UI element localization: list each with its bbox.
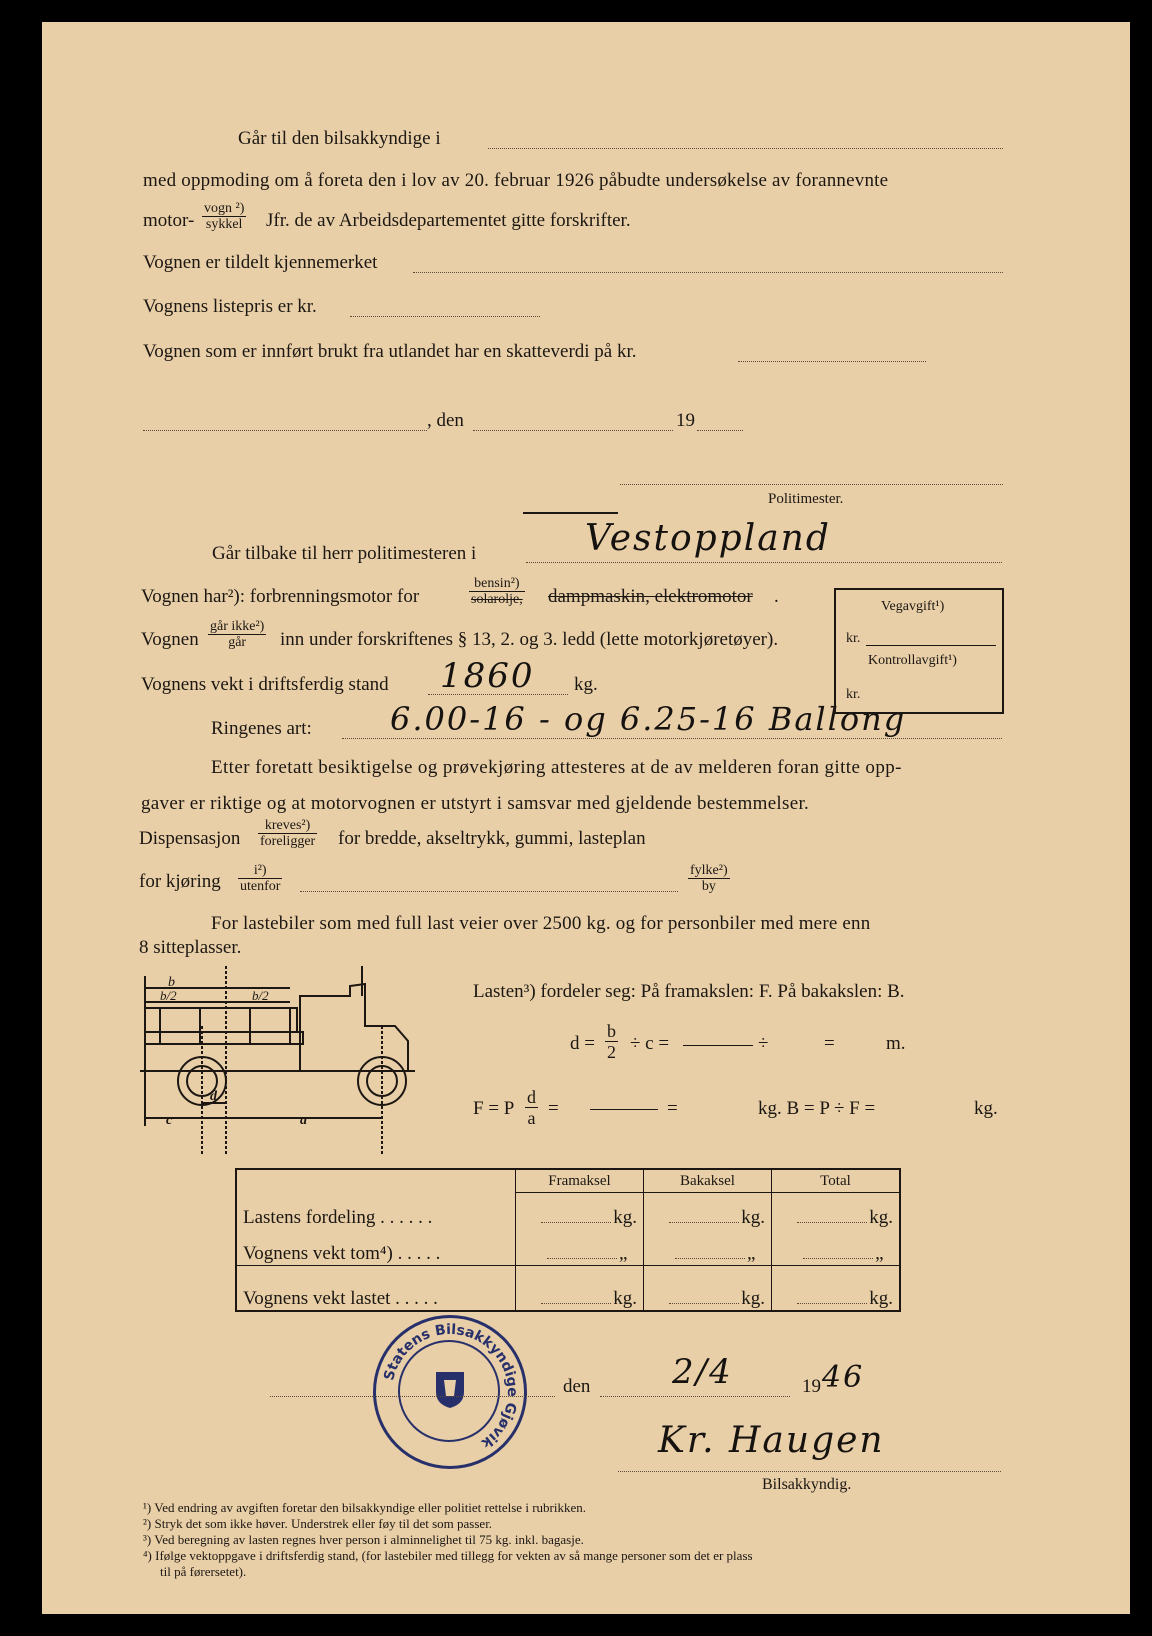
label-skatteverdi: Vognen som er innført brukt fra utlandet har en skatteverdi på kr.	[143, 341, 637, 362]
label-b: b	[168, 975, 175, 990]
fraction-top: vogn ²)	[204, 201, 245, 216]
cell-bakaksel[interactable]	[643, 1229, 771, 1266]
fraction-b-over-2	[605, 1021, 618, 1062]
label-year-19: 19	[676, 410, 695, 431]
field-kjoring-area[interactable]	[300, 891, 678, 892]
field-signoff-date[interactable]	[600, 1396, 790, 1397]
fraction-top: d	[527, 1087, 536, 1107]
ditto-mark: „	[619, 1243, 628, 1264]
table-header-total: Total	[771, 1169, 900, 1193]
row-label-vekt-tom: Vognens vekt tom⁴) . . . . .	[236, 1229, 516, 1266]
truck-cab	[300, 984, 408, 1071]
label-vognen: Vognen	[141, 629, 199, 650]
fraction-fylke-by	[688, 863, 730, 894]
line-gaar-til: Går til den bilsakkyndige i	[238, 128, 441, 149]
handwritten-vekt: 1860	[440, 656, 535, 696]
field-bilsakkyndige-place[interactable]	[488, 148, 1003, 149]
cell-framaksel[interactable]	[516, 1266, 644, 1312]
fraction-gaar-ikke	[208, 619, 266, 650]
formula-f-eq1: =	[548, 1098, 559, 1119]
unit-kg: kg.	[869, 1207, 893, 1228]
label-kontrollavgift: Kontrollavgift¹)	[868, 653, 957, 668]
line-oppmoding: med oppmoding om å foreta den i lov av 20. februar 1926 påbudte undersøkelse av forannevnte	[143, 170, 889, 191]
cell-total[interactable]	[771, 1193, 900, 1230]
formula-d-blank[interactable]	[683, 1045, 753, 1046]
label-dispensasjon: Dispensasjon	[139, 828, 241, 849]
cell-framaksel[interactable]	[516, 1193, 644, 1230]
cell-total[interactable]	[771, 1266, 900, 1312]
text-attest-1: Etter foretatt besiktigelse og prøvekjøring attesteres at de av melderen foran gitte opp-	[211, 757, 902, 778]
footnote-2: ²) Stryk det som ikke høver. Understrek eller føy til det som passer.	[143, 1516, 493, 1531]
fraction-i-utenfor	[238, 863, 282, 894]
label-ringenes-art: Ringenes art:	[211, 718, 312, 739]
text-attest-2: gaver er riktige og at motorvognen er utstyrt i samsvar med gjeldende bestemmelser.	[141, 793, 810, 814]
line-jfr: Jfr. de av Arbeidsdepartementet gitte forskrifter.	[266, 210, 631, 231]
fraction-top: bensin²)	[469, 576, 525, 592]
label-vegavgift: Vegavgift¹)	[881, 599, 945, 614]
field-vegavgift[interactable]	[866, 645, 996, 646]
label-vognen-har: Vognen har²): forbrenningsmotor for	[141, 586, 420, 607]
label-d: d	[210, 1089, 217, 1104]
label-signoff-19: 19	[802, 1376, 821, 1397]
label-vekt-unit: kg.	[574, 674, 598, 695]
formula-f-unit2: kg.	[974, 1098, 998, 1119]
fraction-top: b	[607, 1021, 616, 1041]
field-signoff-place[interactable]	[270, 1396, 555, 1397]
table-row	[236, 1229, 900, 1266]
unit-kg: kg.	[613, 1288, 637, 1309]
svg-text:Statens Bilsakkyndige Gjøvik	[381, 1322, 520, 1452]
label-forskrift: inn under forskriftenes § 13, 2. og 3. ledd (lette motorkjøretøyer).	[280, 629, 779, 650]
truck-axle-diagram	[140, 966, 438, 1158]
label-a: a	[300, 1113, 307, 1128]
footnote-4: ⁴) Ifølge vektoppgave i driftsferdig stand, (for lastebiler med tillegg for vekten av så mange personer som det er plass	[143, 1548, 753, 1563]
label-gaar-tilbake: Går tilbake til herr politimesteren i	[212, 543, 477, 564]
label-dispensasjon-suffix: for bredde, akseltrykk, gummi, lasteplan	[338, 828, 646, 849]
handwritten-ringenes: 6.00-16 - og 6.25-16 Ballong	[390, 700, 907, 738]
table-header-row	[236, 1169, 900, 1193]
fraction-bottom: foreligger	[260, 834, 316, 849]
fraction-bottom: går	[228, 635, 247, 650]
ditto-mark: „	[875, 1243, 884, 1264]
fraction-top: går ikke²)	[210, 619, 265, 634]
formula-f-prefix: F = P	[473, 1098, 515, 1119]
label-listepris: Vognens listepris er kr.	[143, 296, 317, 317]
table-row	[236, 1193, 900, 1230]
footnote-3: ³) Ved beregning av lasten regnes hver person i alminnelighet til 75 kg. inkl. bagasje.	[143, 1532, 584, 1547]
fee-box	[834, 588, 1004, 714]
label-b-half-2: b/2	[252, 988, 269, 1003]
line-motor-prefix: motor-	[143, 210, 195, 231]
text-lastebiler-1: For lastebiler som med full last veier over 2500 kg. og for personbiler med mere enn	[211, 913, 871, 934]
row-label-lastens-fordeling: Lastens fordeling . . . . . .	[243, 1207, 433, 1228]
field-date[interactable]	[473, 430, 673, 431]
truck-bed-lower	[145, 1032, 303, 1044]
field-bilsakkyndig-signature[interactable]	[618, 1471, 1001, 1472]
label-kr-kontroll: kr.	[846, 687, 861, 702]
unit-kg: kg.	[613, 1207, 637, 1228]
formula-d-rest: ÷ c =	[630, 1033, 670, 1054]
fraction-bottom: a	[527, 1108, 536, 1128]
fraction-kreves	[258, 818, 317, 849]
fraction-bottom: solarolje,	[471, 592, 523, 607]
stamp-text: Statens Bilsakkyndige Gjøvik	[381, 1321, 521, 1452]
footnote-4-cont: til på førersetet).	[160, 1564, 247, 1579]
label-signoff-den: den	[563, 1376, 591, 1397]
handwritten-year: 46	[822, 1360, 865, 1395]
label-bilsakkyndig: Bilsakkyndig.	[762, 1476, 852, 1493]
truck-bed	[145, 1008, 297, 1032]
field-politimester-place[interactable]	[526, 562, 1002, 563]
stamp-text-ring	[376, 1318, 524, 1466]
period: .	[774, 586, 779, 607]
unit-kg: kg.	[741, 1288, 765, 1309]
fraction-bottom: utenfor	[240, 879, 281, 894]
row-label-vekt-lastet: Vognens vekt lastet . . . . .	[236, 1266, 516, 1312]
fraction-bottom: sykkel	[205, 217, 243, 232]
formula-f-eq2: =	[667, 1098, 678, 1119]
fraction-bottom: 2	[607, 1042, 616, 1062]
fraction-top: i²)	[238, 863, 282, 879]
handwritten-vestoppland: Vestoppland	[585, 518, 831, 559]
unit-kg: kg.	[869, 1288, 893, 1309]
footnote-1: ¹) Ved endring av avgiften foretar den bilsakkyndige eller politiet rettelse i rubrikken.	[143, 1500, 586, 1515]
fraction-bensin-solarolje	[469, 576, 525, 607]
field-year[interactable]	[697, 430, 743, 431]
handwritten-signature: Kr. Haugen	[658, 1420, 885, 1461]
cell-framaksel[interactable]	[516, 1229, 644, 1266]
field-listepris[interactable]	[350, 316, 540, 317]
text-lasten-fordeler: Lasten³) fordeler seg: På framakslen: F. På bakakslen: B.	[473, 981, 905, 1002]
label-kjennemerke: Vognen er tildelt kjennemerket	[143, 252, 378, 273]
table-header-blank	[236, 1169, 516, 1193]
label-kjoring: for kjøring	[139, 871, 221, 892]
field-ringenes-art[interactable]	[342, 738, 1002, 739]
label-b-half-1: b/2	[160, 988, 177, 1003]
ditto-mark: „	[747, 1243, 756, 1264]
load-distribution-table	[235, 1168, 901, 1312]
formula-f-blank[interactable]	[590, 1109, 658, 1110]
label-den: , den	[427, 410, 464, 431]
unit-kg: kg.	[741, 1207, 765, 1228]
label-politimester: Politimester.	[768, 491, 844, 507]
cell-total[interactable]	[771, 1229, 900, 1266]
table-row	[236, 1266, 900, 1312]
label-kr-vegavgift: kr.	[846, 631, 861, 646]
section-divider	[523, 512, 618, 514]
table-header-bakaksel: Bakaksel	[643, 1169, 771, 1193]
field-politimester-signature[interactable]	[620, 484, 1003, 485]
fraction-top: fylke²)	[690, 863, 728, 878]
formula-d-minus: ÷	[758, 1033, 769, 1054]
struck-motor-types: dampmaskin, elektromotor	[548, 586, 753, 607]
formula-d-equals: =	[824, 1033, 835, 1054]
text-lastebiler-2: 8 sitteplasser.	[139, 937, 242, 958]
fraction-vogn-sykkel	[202, 201, 246, 232]
table-header-framaksel: Framaksel	[516, 1169, 644, 1193]
handwritten-date: 2/4	[672, 1352, 733, 1392]
formula-f-unit: kg. B = P ÷ F =	[758, 1098, 876, 1119]
formula-d-unit: m.	[886, 1033, 906, 1054]
cell-bakaksel[interactable]	[643, 1193, 771, 1230]
official-stamp	[373, 1315, 527, 1469]
fraction-bottom: by	[701, 879, 716, 894]
label-c: c	[166, 1113, 173, 1128]
field-skatteverdi[interactable]	[738, 361, 926, 362]
formula-d-prefix: d =	[570, 1033, 595, 1054]
label-vekt: Vognens vekt i driftsferdig stand	[141, 674, 389, 695]
fraction-d-over-a	[525, 1087, 538, 1128]
fraction-top: kreves²)	[258, 818, 317, 834]
field-kjennemerke[interactable]	[413, 272, 1003, 273]
cell-bakaksel[interactable]	[643, 1266, 771, 1312]
field-place[interactable]	[143, 430, 427, 431]
